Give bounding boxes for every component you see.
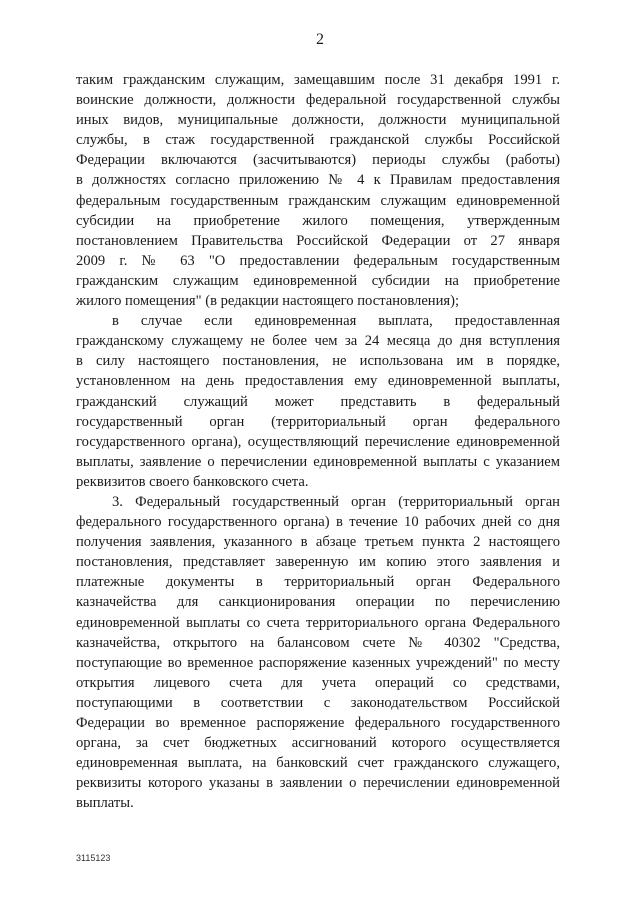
text-line: гражданский служащий может представить в федеральный [76,393,560,410]
text-line: гражданскому служащему не более чем за 24 месяца до дня вступления [76,333,560,350]
text-line: Федерации включаются (засчитываются) периоды службы (работы) [76,152,560,169]
page-number: 2 [316,31,324,48]
document-body [76,70,560,813]
paragraph-3 [76,492,560,814]
document-id: 3115123 [76,853,111,863]
text-line: Федерации во временное распоряжение федерального государственного [76,715,560,731]
paragraph-1 [76,70,560,311]
text-line: 3. Федеральный государственный орган (территориальный орган [112,493,560,510]
text-line: казначейства, открытого на балансовом счете № 40302 "Средства, [76,634,560,651]
text-line: поступающие во временное распоряжение казенных учреждений" по месту [76,654,560,671]
text-line: реквизитов своего банковского счета. [76,473,309,490]
text-line: 2009 г. № 63 "О предоставлении федеральным государственным [76,252,560,269]
text-line: службы, в стаж государственной гражданской службы Российской [76,132,560,149]
paragraph-2 [76,311,560,492]
text-line: платежные документы в территориальный орган Федерального [76,574,560,591]
text-line: государственного органа), осуществляющий перечисление единовременной [76,433,560,450]
text-line: получения заявления, указанного в абзаце третьем пункта 2 настоящего [76,534,560,551]
text-line: выплаты. [76,795,134,812]
text-line: в случае если единовременная выплата, предоставленная [112,313,560,330]
text-line: субсидии на приобретение жилого помещения, утвержденным [76,212,560,229]
text-line: федеральным государственным гражданским служащим единовременной [76,192,560,209]
text-line: единовременная выплата, на банковский счет гражданского служащего, [76,755,560,772]
text-line: в силу настоящего постановления, не использована им в порядке, [76,353,560,370]
text-line: постановлением Правительства Российской Федерации от 27 января [76,232,560,249]
text-line: выплаты, заявление о перечислении единовременной выплаты с указанием [76,453,560,470]
text-line: единовременной выплаты со счета территориального органа Федерального [76,614,560,631]
text-line: реквизиты которого указаны в заявлении о перечислении единовременной [76,775,560,792]
text-line: органа, за счет бюджетных ассигнований которого осуществляется [76,735,560,752]
text-line: открытия лицевого счета для учета операций со средствами, [76,674,560,691]
text-line: воинские должности, должности федеральной государственной службы [76,92,560,109]
text-line: таким гражданским служащим, замещавшим после 31 декабря 1991 г. [76,72,560,88]
text-line: федерального государственного органа) в течение 10 рабочих дней со дня [76,514,560,531]
text-line: государственный орган (территориальный орган федерального [76,413,560,430]
text-line: казначейства для санкционирования операции по перечислению [76,594,560,611]
text-line: гражданским служащим единовременной субсидии на приобретение [76,272,560,289]
text-line: постановления, представляет заверенную им копию этого заявления и [76,554,560,571]
text-line: в должностях согласно приложению № 4 к Правилам предоставления [76,172,560,189]
text-line: поступающими в соответствии с законодательством Российской [76,694,560,711]
text-line: установленном на день предоставления ему единовременной выплаты, [76,373,560,390]
text-line: иных видов, муниципальные должности, должности муниципальной [76,112,560,129]
text-line: жилого помещения" (в редакции настоящего постановления); [76,293,460,310]
